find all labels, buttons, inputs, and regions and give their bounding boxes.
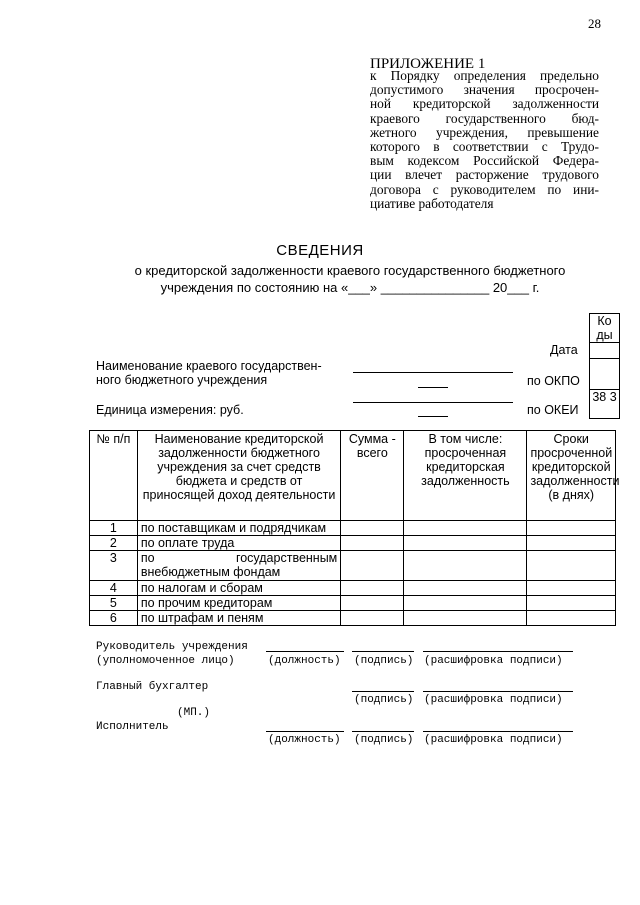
table-row <box>90 611 616 626</box>
accountant-signature-caption: (подпись) <box>354 694 414 706</box>
head-signature-line[interactable] <box>352 651 414 652</box>
overdue-cell[interactable] <box>404 536 527 551</box>
overdue-cell[interactable] <box>404 611 527 626</box>
col-header-num: № п/п <box>90 431 138 521</box>
unit-label: Единица измерения: руб. <box>96 403 244 417</box>
total-cell[interactable] <box>341 611 404 626</box>
chief-accountant-label: Главный бухгалтер <box>96 681 209 693</box>
total-cell[interactable] <box>341 521 404 536</box>
appendix-line: договора с руководителем по ини- <box>370 181 599 197</box>
codes-column <box>589 313 620 419</box>
days-cell[interactable] <box>527 611 616 626</box>
document-title: СВЕДЕНИЯ <box>276 242 364 259</box>
table-header-row <box>90 431 616 521</box>
days-cell[interactable] <box>527 551 616 581</box>
col-header-name: Наименование кредиторской задолженности бюджетного учреждения за счет средств бюджета и средств от приносящей доход деятельности <box>137 431 340 521</box>
row-name: по государственным внебюджетным фондам <box>137 551 340 581</box>
table-row <box>90 536 616 551</box>
appendix-title: ПРИЛОЖЕНИЕ 1 <box>370 56 486 72</box>
unit-code-line[interactable] <box>418 416 448 417</box>
days-cell[interactable] <box>527 521 616 536</box>
appendix-line: жетного учреждения, превышение <box>370 124 599 140</box>
row-num: 2 <box>90 536 138 551</box>
head-label-1: Руководитель учреждения <box>96 641 248 653</box>
row-num: 1 <box>90 521 138 536</box>
appendix-line: допустимого значения просрочен- <box>370 82 599 98</box>
okpo-label: по ОКПО <box>527 374 580 388</box>
days-cell[interactable] <box>527 536 616 551</box>
okei-code-cell: 38 3 <box>590 390 619 419</box>
col-header-days: Сроки просроченной кредиторской задолженности (в днях) <box>527 431 616 521</box>
appendix-line: краевого государственного бюд- <box>370 110 599 126</box>
executor-signature-line[interactable] <box>352 731 414 732</box>
date-label: Дата <box>550 343 578 357</box>
okei-label: по ОКЕИ <box>527 403 579 417</box>
overdue-cell[interactable] <box>404 581 527 596</box>
institution-name-line[interactable] <box>353 372 513 373</box>
table-row <box>90 596 616 611</box>
institution-label-1: Наименование краевого государствен- <box>96 359 322 373</box>
head-signature-caption: (подпись) <box>354 655 414 667</box>
institution-label-2: ного бюджетного учреждения <box>96 373 268 387</box>
head-position-caption: (должность) <box>268 655 341 667</box>
appendix-line: ной кредиторской задолженности <box>370 96 599 112</box>
executor-label: Исполнитель <box>96 721 169 733</box>
row-name: по налогам и сборам <box>137 581 340 596</box>
total-cell[interactable] <box>341 551 404 581</box>
executor-signature-caption: (подпись) <box>354 734 414 746</box>
institution-code-line[interactable] <box>418 387 448 388</box>
appendix-line: вым кодексом Российской Федера- <box>370 153 599 169</box>
total-cell[interactable] <box>341 596 404 611</box>
executor-position-caption: (должность) <box>268 734 341 746</box>
date-code-cell[interactable] <box>590 343 619 359</box>
head-position-line[interactable] <box>266 651 344 652</box>
row-name: по оплате труда <box>137 536 340 551</box>
unit-line[interactable] <box>353 402 513 403</box>
seal-label: (МП.) <box>177 707 211 719</box>
row-num: 6 <box>90 611 138 626</box>
okpo-code-cell[interactable] <box>590 359 619 390</box>
table-row <box>90 521 616 536</box>
head-decoding-line[interactable] <box>423 651 573 652</box>
appendix-line: которого в соответствии с Трудо- <box>370 139 599 155</box>
overdue-cell[interactable] <box>404 596 527 611</box>
appendix-line: циативе работодателя <box>370 195 494 211</box>
executor-decoding-caption: (расшифровка подписи) <box>424 734 563 746</box>
accountant-decoding-caption: (расшифровка подписи) <box>424 694 563 706</box>
col-header-total: Сумма - всего <box>341 431 404 521</box>
row-name: по поставщикам и подрядчикам <box>137 521 340 536</box>
col-header-overdue: В том числе: просроченная кредиторская задолженность <box>404 431 527 521</box>
days-cell[interactable] <box>527 581 616 596</box>
row-num: 5 <box>90 596 138 611</box>
overdue-cell[interactable] <box>404 551 527 581</box>
overdue-cell[interactable] <box>404 521 527 536</box>
subtitle-line-1: о кредиторской задолженности краевого государственного бюджетного <box>134 263 566 278</box>
subtitle-line-2: учреждения по состоянию на «___» _______________ 20___ г. <box>160 280 540 295</box>
total-cell[interactable] <box>341 581 404 596</box>
head-label-2: (уполномоченное лицо) <box>96 655 235 667</box>
total-cell[interactable] <box>341 536 404 551</box>
document-subtitle <box>60 262 640 296</box>
appendix-line: ции влечет расторжение трудового <box>370 167 599 183</box>
accountant-signature-line[interactable] <box>352 691 414 692</box>
table-row <box>90 581 616 596</box>
codes-header: Ко ды <box>590 314 619 343</box>
table-row <box>90 551 616 581</box>
appendix-line: к Порядку определения предельно <box>370 68 599 83</box>
debt-table <box>89 430 620 626</box>
days-cell[interactable] <box>527 596 616 611</box>
accountant-decoding-line[interactable] <box>423 691 573 692</box>
head-decoding-caption: (расшифровка подписи) <box>424 655 563 667</box>
appendix-body <box>370 69 599 211</box>
row-name: по прочим кредиторам <box>137 596 340 611</box>
page-number: 28 <box>588 16 601 31</box>
executor-decoding-line[interactable] <box>423 731 573 732</box>
row-name: по штрафам и пеням <box>137 611 340 626</box>
executor-position-line[interactable] <box>266 731 344 732</box>
row-num: 3 <box>90 551 138 581</box>
row-num: 4 <box>90 581 138 596</box>
